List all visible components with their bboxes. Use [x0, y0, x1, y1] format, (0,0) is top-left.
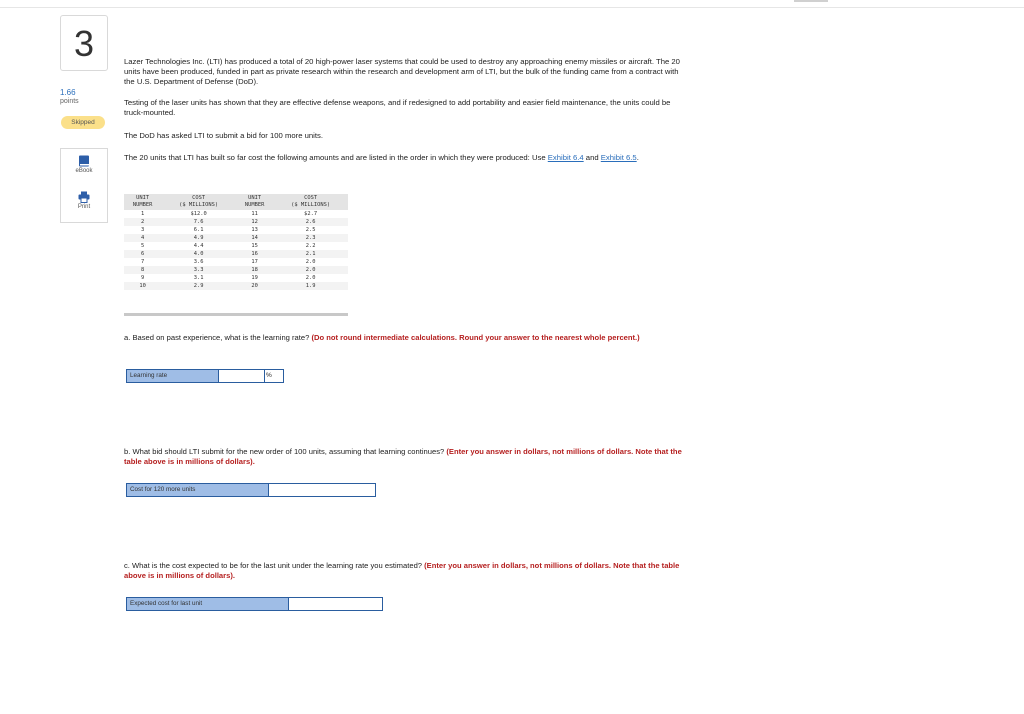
- table-cell: 8: [124, 266, 161, 274]
- problem-p4-and: and: [583, 153, 601, 162]
- table-cell: 3.6: [161, 258, 236, 266]
- learning-rate-label: Learning rate: [127, 370, 218, 382]
- cost-120-units-input[interactable]: [268, 484, 375, 496]
- table-cell: 5: [124, 242, 161, 250]
- exhibit-6-5-link[interactable]: Exhibit 6.5: [600, 153, 637, 162]
- problem-p4-text: The 20 units that LTI has built so far cost the following amounts and are listed in the order in which they were produced: Use: [124, 153, 548, 162]
- table-cell: 18: [236, 266, 273, 274]
- table-header: COST ($ MILLIONS): [161, 194, 236, 210]
- table-cell: 16: [236, 250, 273, 258]
- question-number: 3: [60, 15, 108, 71]
- skipped-badge[interactable]: Skipped: [61, 116, 105, 129]
- top-divider: [0, 7, 1024, 8]
- table-cell: 2.0: [273, 258, 348, 266]
- problem-paragraph-1: Lazer Technologies Inc. (LTI) has produced a total of 20 high-power laser systems that could be used to destroy any approaching enemy missiles or aircraft. The 20 units have been produced, funded in part as private research within the research and development arm of LTI, but the bulk of the funding came from a contract with the U.S. Department of Defense (DoD).: [124, 57, 680, 86]
- table-cell: 6: [124, 250, 161, 258]
- table-row: [124, 234, 348, 242]
- table-row: [124, 250, 348, 258]
- table-cell: 2: [124, 218, 161, 226]
- part-a-instruction: (Do not round intermediate calculations. Round your answer to the nearest whole percent.): [311, 333, 640, 342]
- part-c-instruction: (Enter you answer in dollars, not millions of dollars. Note that the table above is in millions of dollars).: [124, 561, 680, 580]
- table-cell: 7: [124, 258, 161, 266]
- table-cell: 4.0: [161, 250, 236, 258]
- cost-table: [124, 194, 348, 290]
- table-cell: 4: [124, 234, 161, 242]
- percent-unit: %: [264, 370, 282, 382]
- printer-icon: [78, 191, 90, 203]
- table-row: [124, 282, 348, 290]
- table-cell: 7.6: [161, 218, 236, 226]
- part-b-question: b. What bid should LTI submit for the new order of 100 units, assuming that learning continues? (Enter you answer in dollars, not millions of dollars. Note that the table above is in millions of dollars).: [124, 447, 682, 466]
- table-row: [124, 218, 348, 226]
- table-row: [124, 210, 348, 218]
- print-button[interactable]: [60, 185, 108, 223]
- table-cell: 10: [124, 282, 161, 290]
- problem-paragraph-2: Testing of the laser units has shown that they are effective defense weapons, and if redesigned to add portability and easier field maintenance, the units could be truck-mounted.: [124, 98, 671, 117]
- table-cell: 3: [124, 226, 161, 234]
- table-cell: 11: [236, 210, 273, 218]
- table-cell: 19: [236, 274, 273, 282]
- table-cell: 14: [236, 234, 273, 242]
- table-cell: 15: [236, 242, 273, 250]
- top-toolbar-button[interactable]: [794, 0, 828, 2]
- table-cell: 12: [236, 218, 273, 226]
- exhibit-6-4-link[interactable]: Exhibit 6.4: [547, 153, 584, 162]
- table-cell: 2.0: [273, 266, 348, 274]
- table-cell: 1.9: [273, 282, 348, 290]
- table-cell: $12.0: [161, 210, 236, 218]
- table-cell: 4.9: [161, 234, 236, 242]
- points-label: points: [60, 98, 79, 105]
- book-icon: [78, 155, 90, 167]
- table-cell: 4.4: [161, 242, 236, 250]
- table-cell: 3.3: [161, 266, 236, 274]
- table-cell: 1: [124, 210, 161, 218]
- table-cell: 17: [236, 258, 273, 266]
- table-row: [124, 226, 348, 234]
- table-cell: 20: [236, 282, 273, 290]
- table-row: [124, 242, 348, 250]
- table-row: [124, 266, 348, 274]
- points-value: 1.66: [60, 88, 76, 97]
- table-cell: $2.7: [273, 210, 348, 218]
- table-cell: 13: [236, 226, 273, 234]
- last-unit-cost-answer: [126, 597, 383, 611]
- last-unit-cost-label: Expected cost for last unit: [127, 598, 288, 610]
- table-header: UNIT NUMBER: [124, 194, 161, 210]
- table-cell: 2.6: [273, 218, 348, 226]
- table-cell: 2.3: [273, 234, 348, 242]
- table-footer-bar: [124, 313, 348, 316]
- table-cell: 6.1: [161, 226, 236, 234]
- table-header: UNIT NUMBER: [236, 194, 273, 210]
- table-cell: 2.1: [273, 250, 348, 258]
- cost-120-units-answer: [126, 483, 376, 497]
- problem-paragraph-4: [124, 153, 684, 163]
- table-cell: 9: [124, 274, 161, 282]
- print-label: Print: [77, 204, 91, 210]
- table-cell: 2.5: [273, 226, 348, 234]
- problem-paragraph-3: The DoD has asked LTI to submit a bid for 100 more units.: [124, 131, 323, 140]
- part-b-instruction: (Enter you answer in dollars, not millions of dollars. Note that the table above is in millions of dollars).: [124, 447, 682, 466]
- table-cell: 3.1: [161, 274, 236, 282]
- ebook-label: eBook: [75, 168, 93, 174]
- problem-p4-end: .: [636, 153, 639, 162]
- last-unit-cost-input[interactable]: [288, 598, 382, 610]
- table-cell: 2.9: [161, 282, 236, 290]
- table-cell: 2.0: [273, 274, 348, 282]
- learning-rate-answer: [126, 369, 284, 383]
- part-a-question: a. Based on past experience, what is the learning rate? (Do not round intermediate calculations. Round your answer to the nearest whole percent.): [124, 333, 640, 342]
- learning-rate-input[interactable]: [218, 370, 264, 382]
- table-header: COST ($ MILLIONS): [273, 194, 348, 210]
- ebook-button[interactable]: [60, 148, 108, 186]
- table-row: [124, 258, 348, 266]
- part-c-question: c. What is the cost expected to be for the last unit under the learning rate you estimated? (Enter you answer in dollars, not millions of dollars. Note that the table above is in millions of dollars).: [124, 561, 680, 580]
- cost-120-units-label: Cost for 120 more units: [127, 484, 268, 496]
- table-cell: 2.2: [273, 242, 348, 250]
- table-row: [124, 274, 348, 282]
